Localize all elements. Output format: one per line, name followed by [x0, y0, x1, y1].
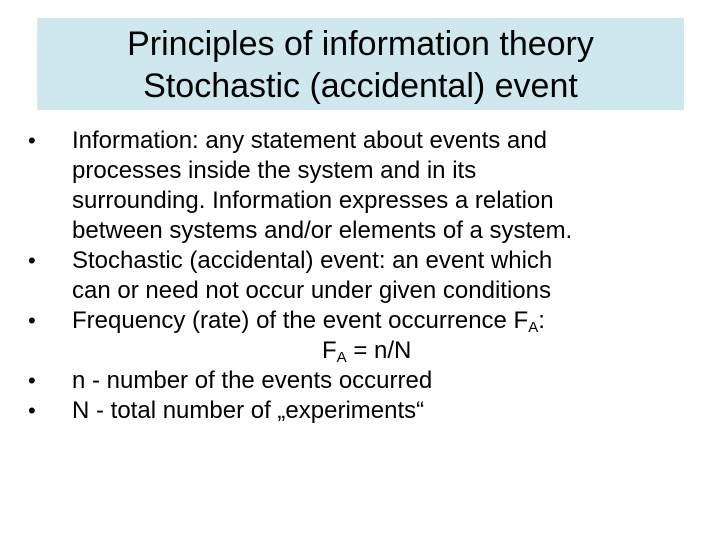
bullet-text: Frequency (rate) of the event occurrence F — [72, 307, 529, 334]
bullet-dot: • — [28, 398, 36, 423]
bullet-dot: • — [28, 248, 36, 273]
bullet-dot: • — [28, 308, 36, 333]
slide-title-box — [37, 18, 684, 110]
bullet-line: N - total number of „experiments“ — [72, 397, 425, 424]
slide-title-line-1: Principles of information theory — [127, 25, 594, 63]
bullet-stochastic-event — [0, 246, 720, 306]
formula-lhs: F — [322, 337, 337, 364]
bullet-line: n - number of the events occurred — [72, 367, 433, 394]
bullet-information — [0, 126, 720, 246]
slide-title-line-2: Stochastic (accidental) event — [143, 67, 578, 105]
bullet-frequency — [0, 306, 720, 336]
bullet-text-suffix: : — [538, 307, 545, 334]
bullet-N-definition — [0, 396, 720, 426]
bullet-line: can or need not occur under given conditions — [72, 277, 551, 304]
bullet-dot: • — [28, 128, 36, 153]
bullet-dot: • — [28, 368, 36, 393]
formula-rhs: = n/N — [346, 337, 412, 364]
bullet-line: surrounding. Information expresses a relation — [72, 187, 554, 214]
bullet-n-definition — [0, 366, 720, 396]
bullet-line: Stochastic (accidental) event: an event which — [72, 247, 553, 274]
bullet-line: between systems and/or elements of a system. — [72, 217, 573, 244]
bullet-line: processes inside the system and in its — [72, 157, 477, 184]
slide-content — [0, 126, 720, 426]
frequency-formula — [0, 336, 720, 366]
subscript: A — [528, 319, 539, 336]
formula-subscript: A — [336, 349, 347, 366]
bullet-line: Information: any statement about events and — [72, 127, 547, 154]
